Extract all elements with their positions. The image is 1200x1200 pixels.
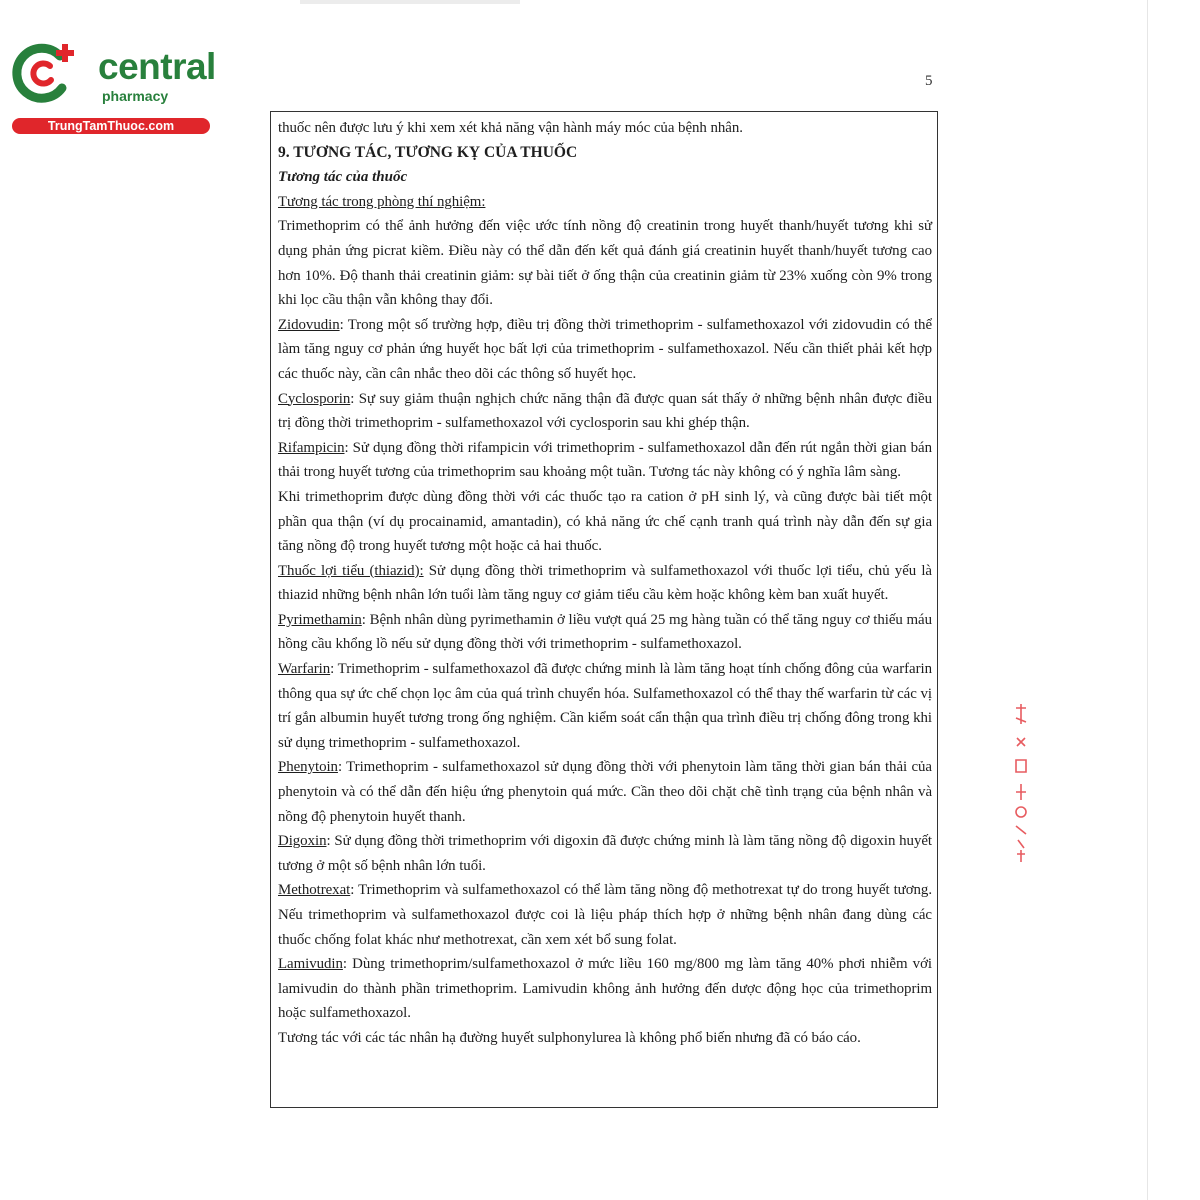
interaction-paragraph — [278, 436, 932, 485]
interaction-text: Sự suy giảm thuận nghịch chức năng thận đã được quan sát thấy ở những bệnh nhân được điều trị đồng thời trimethoprim - sulfamethoxazol với cyclosporin sau khi ghép thận. — [278, 390, 932, 432]
interaction-sep: : — [350, 882, 359, 899]
interaction-sep: : — [337, 759, 347, 776]
lab-interaction-term: Tương tác trong phòng thí nghiệm: — [278, 193, 486, 210]
scan-smudge — [300, 0, 520, 4]
scan-margin-line — [1147, 0, 1148, 1200]
interaction-text: Trimethoprim - sulfamethoxazol đã được chứng minh là làm tăng hoạt tính chống đông của warfarin thông qua sự ức chế chọn lọc âm của quá trình chuyển hóa. Sulfamethoxazol có thể thay thế warfarin từ các vị trí gắn albumin huyết tương trong ống nghiệm. Cần kiểm soát cẩn thận qua trình điều trị chống đông trong khi sử dụng trimethoprim - sulfamethoxazol. — [278, 661, 932, 751]
interaction-text: Dùng trimethoprim/sulfamethoxazol ở mức liều 160 mg/800 mg làm tăng 40% phơi nhiễm với lamivudin do thành phần trimethoprim. Lamivudin không ảnh hưởng đến dược động học của trimethoprim hoặc sulfamethoxazol. — [278, 956, 932, 1022]
interaction-term: Rifampicin — [278, 439, 345, 456]
interaction-term: Lamivudin — [278, 956, 343, 973]
lab-interaction-text: Trimethoprim có thể ảnh hưởng đến việc ước tính nồng độ creatinin trong huyết thanh/huyết tương khi sử dụng phản ứng picrat kiềm. Điều này có thể dẫn đến kết quả đánh giá creatinin huyết thanh/huyết tương cao hơn 10%. Độ thanh thải creatinin giảm: sự bài tiết ở ống thận của creatinin giảm từ 23% xuống còn 9% trong khi lọc cầu thận vẫn không thay đổi. — [278, 218, 932, 309]
interaction-paragraph — [278, 657, 932, 755]
interaction-term: Thuốc lợi tiểu (thiazid): — [278, 562, 424, 579]
interaction-paragraph — [278, 1026, 932, 1051]
interaction-paragraph — [278, 829, 932, 878]
interaction-text: Sử dụng đồng thời trimethoprim với digoxin đã được chứng minh là làm tăng nồng độ digoxin huyết tương ở một số bệnh nhân lớn tuổi. — [278, 833, 932, 874]
subsection-title: Tương tác của thuốc — [278, 169, 408, 186]
interaction-text: Trong một số trường hợp, điều trị đồng thời trimethoprim - sulfamethoxazol với zidovudin có thể làm tăng nguy cơ phản ứng huyết học bất lợi của trimethoprim - sulfamethoxazol. Nếu cần thiết phải kết hợp các thuốc này, cần cân nhắc theo dõi các thông số huyết học. — [278, 316, 932, 382]
pharmacy-logo-icon — [10, 38, 80, 108]
interaction-term: Pyrimethamin — [278, 611, 362, 628]
interaction-sep: : — [342, 956, 353, 973]
interaction-paragraph — [278, 313, 932, 387]
section-title: 9. TƯƠNG TÁC, TƯƠNG KỴ CỦA THUỐC — [278, 143, 578, 161]
interaction-sep: : — [344, 439, 353, 456]
document-content-box — [270, 111, 938, 1108]
interaction-term: Methotrexat — [278, 882, 351, 899]
central-pharmacy-logo[interactable] — [10, 38, 215, 138]
interaction-paragraph — [278, 608, 932, 657]
page-number: 5 — [925, 73, 933, 89]
intro-text: thuốc nên được lưu ý khi xem xét khả năng vận hành máy móc của bệnh nhân. — [278, 120, 743, 136]
logo-brand-name: central — [98, 46, 216, 87]
interaction-paragraph — [278, 485, 932, 559]
interaction-term: Warfarin — [278, 661, 331, 678]
interaction-text: Trimethoprim và sulfamethoxazol có thể làm tăng nồng độ methotrexat tự do trong huyết tương. Nếu trimethoprim và sulfamethoxazol được coi là liệu pháp thích hợp ở những bệnh nhân đang dùng các thuốc chống folat khác như methotrexat, cần xem xét bổ sung folat. — [278, 882, 932, 948]
interaction-text: Bệnh nhân dùng pyrimethamin ở liều vượt quá 25 mg hàng tuần có thể tăng nguy cơ thiếu máu hồng cầu khổng lồ nếu sử dụng đồng thời với trimethoprim - sulfamethoxazol. — [278, 611, 932, 653]
interaction-sep: : — [330, 661, 338, 678]
interaction-sep: : — [326, 833, 335, 850]
interaction-term: Zidovudin — [278, 316, 340, 333]
interaction-sep: : — [339, 316, 348, 333]
interaction-sep: : — [361, 611, 370, 628]
interaction-term: Phenytoin — [278, 759, 338, 776]
interaction-paragraph — [278, 559, 932, 608]
interaction-text: Sử dụng đồng thời trimethoprim và sulfamethoxazol với thuốc lợi tiểu, chủ yếu là thiazid những bệnh nhân lớn tuổi làm tăng nguy cơ giảm tiểu cầu kèm hoặc không kèm ban xuất huyết. — [278, 562, 932, 604]
lab-interaction-label — [278, 190, 932, 215]
logo-brand-sub: pharmacy — [102, 88, 169, 104]
interaction-text: Trimethoprim - sulfamethoxazol sử dụng đồng thời với phenytoin làm tăng thời gian bán thải của phenytoin và có thể dẫn đến hiệu ứng phenytoin quá mức. Cần theo dõi chặt chẽ tình trạng của bệnh nhân và nồng độ phenytoin huyết thanh. — [278, 759, 932, 825]
logo-website-banner: TrungTamThuoc.com — [12, 118, 210, 134]
interaction-term: Digoxin — [278, 833, 327, 850]
interaction-text: Tương tác với các tác nhân hạ đường huyết sulphonylurea là không phổ biến nhưng đã có báo cáo. — [278, 1029, 861, 1046]
interaction-term: Cyclosporin — [278, 390, 351, 407]
interaction-paragraph — [278, 387, 932, 436]
red-stamp-mark — [1012, 700, 1030, 865]
interaction-text: Khi trimethoprim được dùng đồng thời với các thuốc tạo ra cation ở pH sinh lý, và cũng được bài tiết một phần qua thận (ví dụ procainamid, amantadin), có khả năng ức chế cạnh tranh quá trình này dẫn đến sự gia tăng nồng độ trong huyết tương một hoặc cả hai thuốc. — [278, 488, 932, 555]
interaction-text: Sử dụng đồng thời rifampicin với trimethoprim - sulfamethoxazol dẫn đến rút ngắn thời gian bán thải trong huyết tương của trimethoprim sau khoảng một tuần. Tương tác này không có ý nghĩa lâm sàng. — [278, 439, 932, 481]
interaction-paragraph — [278, 878, 932, 952]
interaction-sep: : — [350, 390, 359, 407]
interaction-paragraph — [278, 952, 932, 1026]
interaction-paragraph — [278, 755, 932, 829]
